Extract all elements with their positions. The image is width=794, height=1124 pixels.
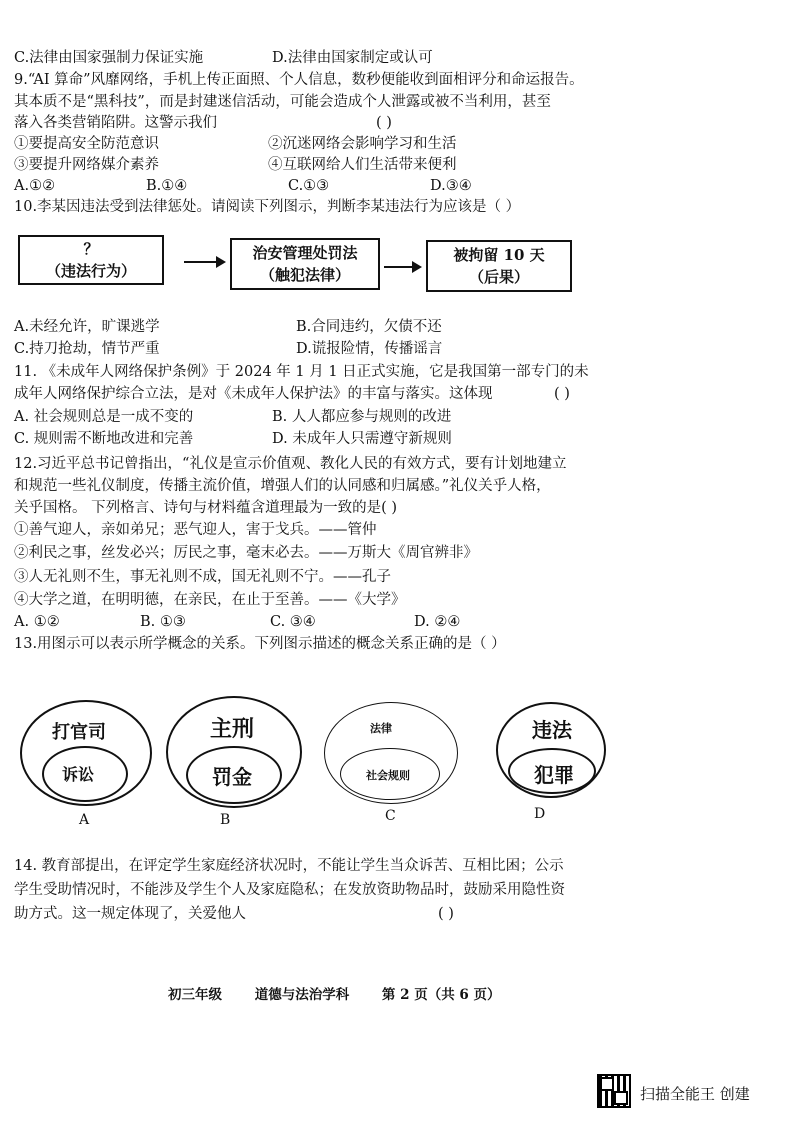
- q10-option-d: D.谎报险情，传播谣言: [296, 341, 443, 357]
- q10-arrow-2: [384, 266, 420, 268]
- scanner-watermark: 扫描全能王 创建: [640, 1085, 750, 1103]
- q12-stem-line2: 和规范一些礼仪制度，传播主流价值，增强人们的认同感和归属感。”礼仪关乎人格，: [14, 478, 551, 494]
- q9-statement-2: ②沉迷网络会影响学习和生活: [268, 136, 457, 152]
- q10-box-consequence: [426, 240, 572, 292]
- q12-option-a: A. ①②: [14, 614, 60, 630]
- q14-stem-line3: 助方式。这一规定体现了，关爱他人: [14, 906, 246, 922]
- q10-option-c: C.持刀抢劫，情节严重: [14, 341, 160, 357]
- diagram-c-inner-label: 社会规则: [366, 769, 410, 782]
- diagram-b-letter: B: [220, 812, 231, 828]
- q9-statement-1: ①要提高安全防范意识: [14, 136, 159, 152]
- q9-option-a: A.①②: [14, 178, 56, 194]
- q10-box-law: [230, 238, 380, 290]
- diagram-d-letter: D: [534, 806, 546, 822]
- q11-stem-line2: 成年人网络保护综合立法，是对《未成年人保护法》的丰富与落实。这体现: [14, 386, 493, 402]
- q10-box1-bottom: （违法行为）: [45, 262, 136, 280]
- q10-box1-top: ？: [83, 240, 99, 258]
- q9-statement-4: ④互联网给人们生活带来便利: [268, 157, 457, 173]
- q8-option-c: C.法律由国家强制力保证实施: [14, 50, 204, 66]
- q12-statement-1: ①善气迎人，亲如弟兄；恶气迎人，害于戈兵。——管仲: [14, 522, 377, 538]
- q10-box3-bottom: （后果）: [468, 268, 529, 286]
- diagram-b-inner-label: 罚金: [212, 765, 252, 789]
- q11-answer-blank: ( ): [554, 386, 570, 402]
- q9-option-d: D.③④: [430, 178, 472, 194]
- qr-code-icon: [597, 1074, 631, 1108]
- q12-option-b: B. ①③: [140, 614, 186, 630]
- diagram-c-letter: C: [385, 808, 396, 824]
- q9-stem-line2: 其本质不是“黑科技”，而是封建迷信活动，可能会造成个人泄露或被不当利用，甚至: [14, 94, 551, 110]
- q12-option-d: D. ②④: [414, 614, 461, 630]
- diagram-b-outer-label: 主刑: [210, 717, 255, 742]
- q11-option-b: B. 人人都应参与规则的改进: [272, 409, 452, 425]
- q14-answer-blank: ( ): [438, 906, 454, 922]
- q11-option-a: A. 社会规则总是一成不变的: [14, 409, 194, 425]
- q11-option-d: D. 未成年人只需遵守新规则: [272, 431, 452, 447]
- footer-subject: 道德与法治学科: [254, 987, 350, 1003]
- diagram-d-outer-label: 违法: [532, 718, 572, 742]
- q12-option-c: C. ③④: [270, 614, 316, 630]
- q10-stem: 10.李某因违法受到法律惩处。请阅读下列图示，判断李某违法行为应该是（ ）: [14, 199, 521, 215]
- q9-stem-line1: 9.“AI 算命”风靡网络，手机上传正面照、个人信息，数秒便能收到面相评分和命运报告。: [14, 72, 584, 88]
- q12-statement-4: ④大学之道，在明明德，在亲民，在止于至善。——《大学》: [14, 592, 406, 608]
- q10-box-violation: [18, 235, 164, 285]
- q14-stem-line2: 学生受助情况时，不能涉及学生个人及家庭隐私；在发放资助物品时，鼓励采用隐性资: [14, 882, 565, 898]
- q8-option-d: D.法律由国家制定或认可: [272, 50, 433, 66]
- q9-option-c: C.①③: [288, 178, 330, 194]
- q9-answer-blank: ( ): [376, 115, 392, 131]
- q10-box2-bottom: （触犯法律）: [259, 266, 350, 284]
- q14-stem-line1: 14. 教育部提出，在评定学生家庭经济状况时，不能让学生当众诉苦、互相比困；公示: [14, 858, 564, 874]
- q10-box3-top: 被拘留 10 天: [453, 246, 545, 264]
- q10-option-b: B.合同违约，欠债不还: [296, 319, 442, 335]
- q10-box2-top: 治安管理处罚法: [252, 244, 358, 262]
- q9-option-b: B.①④: [146, 178, 188, 194]
- diagram-a-inner-label: 诉讼: [62, 765, 95, 784]
- q10-arrow-1: [184, 261, 224, 263]
- q12-stem-line3: 关乎国格。 下列格言、诗句与材料蕴含道理最为一致的是( ): [14, 500, 398, 516]
- q12-stem-line1: 12.习近平总书记曾指出，“礼仪是宣示价值观、教化人民的有效方式，要有计划地建立: [14, 456, 567, 472]
- q13-stem: 13.用图示可以表示所学概念的关系。下列图示描述的概念关系正确的是（ ）: [14, 636, 506, 652]
- footer-grade: 初三年级: [168, 987, 222, 1003]
- diagram-a-letter: A: [79, 812, 90, 828]
- diagram-d-inner-label: 犯罪: [534, 763, 574, 787]
- q12-statement-2: ②利民之事，丝发必兴；厉民之事，毫末必去。——万斯大《周官辨非》: [14, 545, 478, 561]
- diagram-c-outer-label: 法律: [370, 722, 392, 735]
- q10-option-a: A.未经允许，旷课逃学: [14, 319, 160, 335]
- footer-page-number: 第 2 页（共 6 页）: [381, 987, 501, 1003]
- page-footer: [168, 983, 529, 1003]
- q9-stem-line3: 落入各类营销陷阱。这警示我们: [14, 115, 217, 131]
- q12-statement-3: ③人无礼则不生，事无礼则不成，国无礼则不宁。——孔子: [14, 569, 391, 585]
- diagram-a-outer-label: 打官司: [52, 722, 106, 743]
- q11-option-c: C. 规则需不断地改进和完善: [14, 431, 194, 447]
- q11-stem-line1: 11. 《未成年人网络保护条例》于 2024 年 1 月 1 日正式实施，它是我国第一部专门的未: [14, 364, 589, 380]
- q9-statement-3: ③要提升网络媒介素养: [14, 157, 159, 173]
